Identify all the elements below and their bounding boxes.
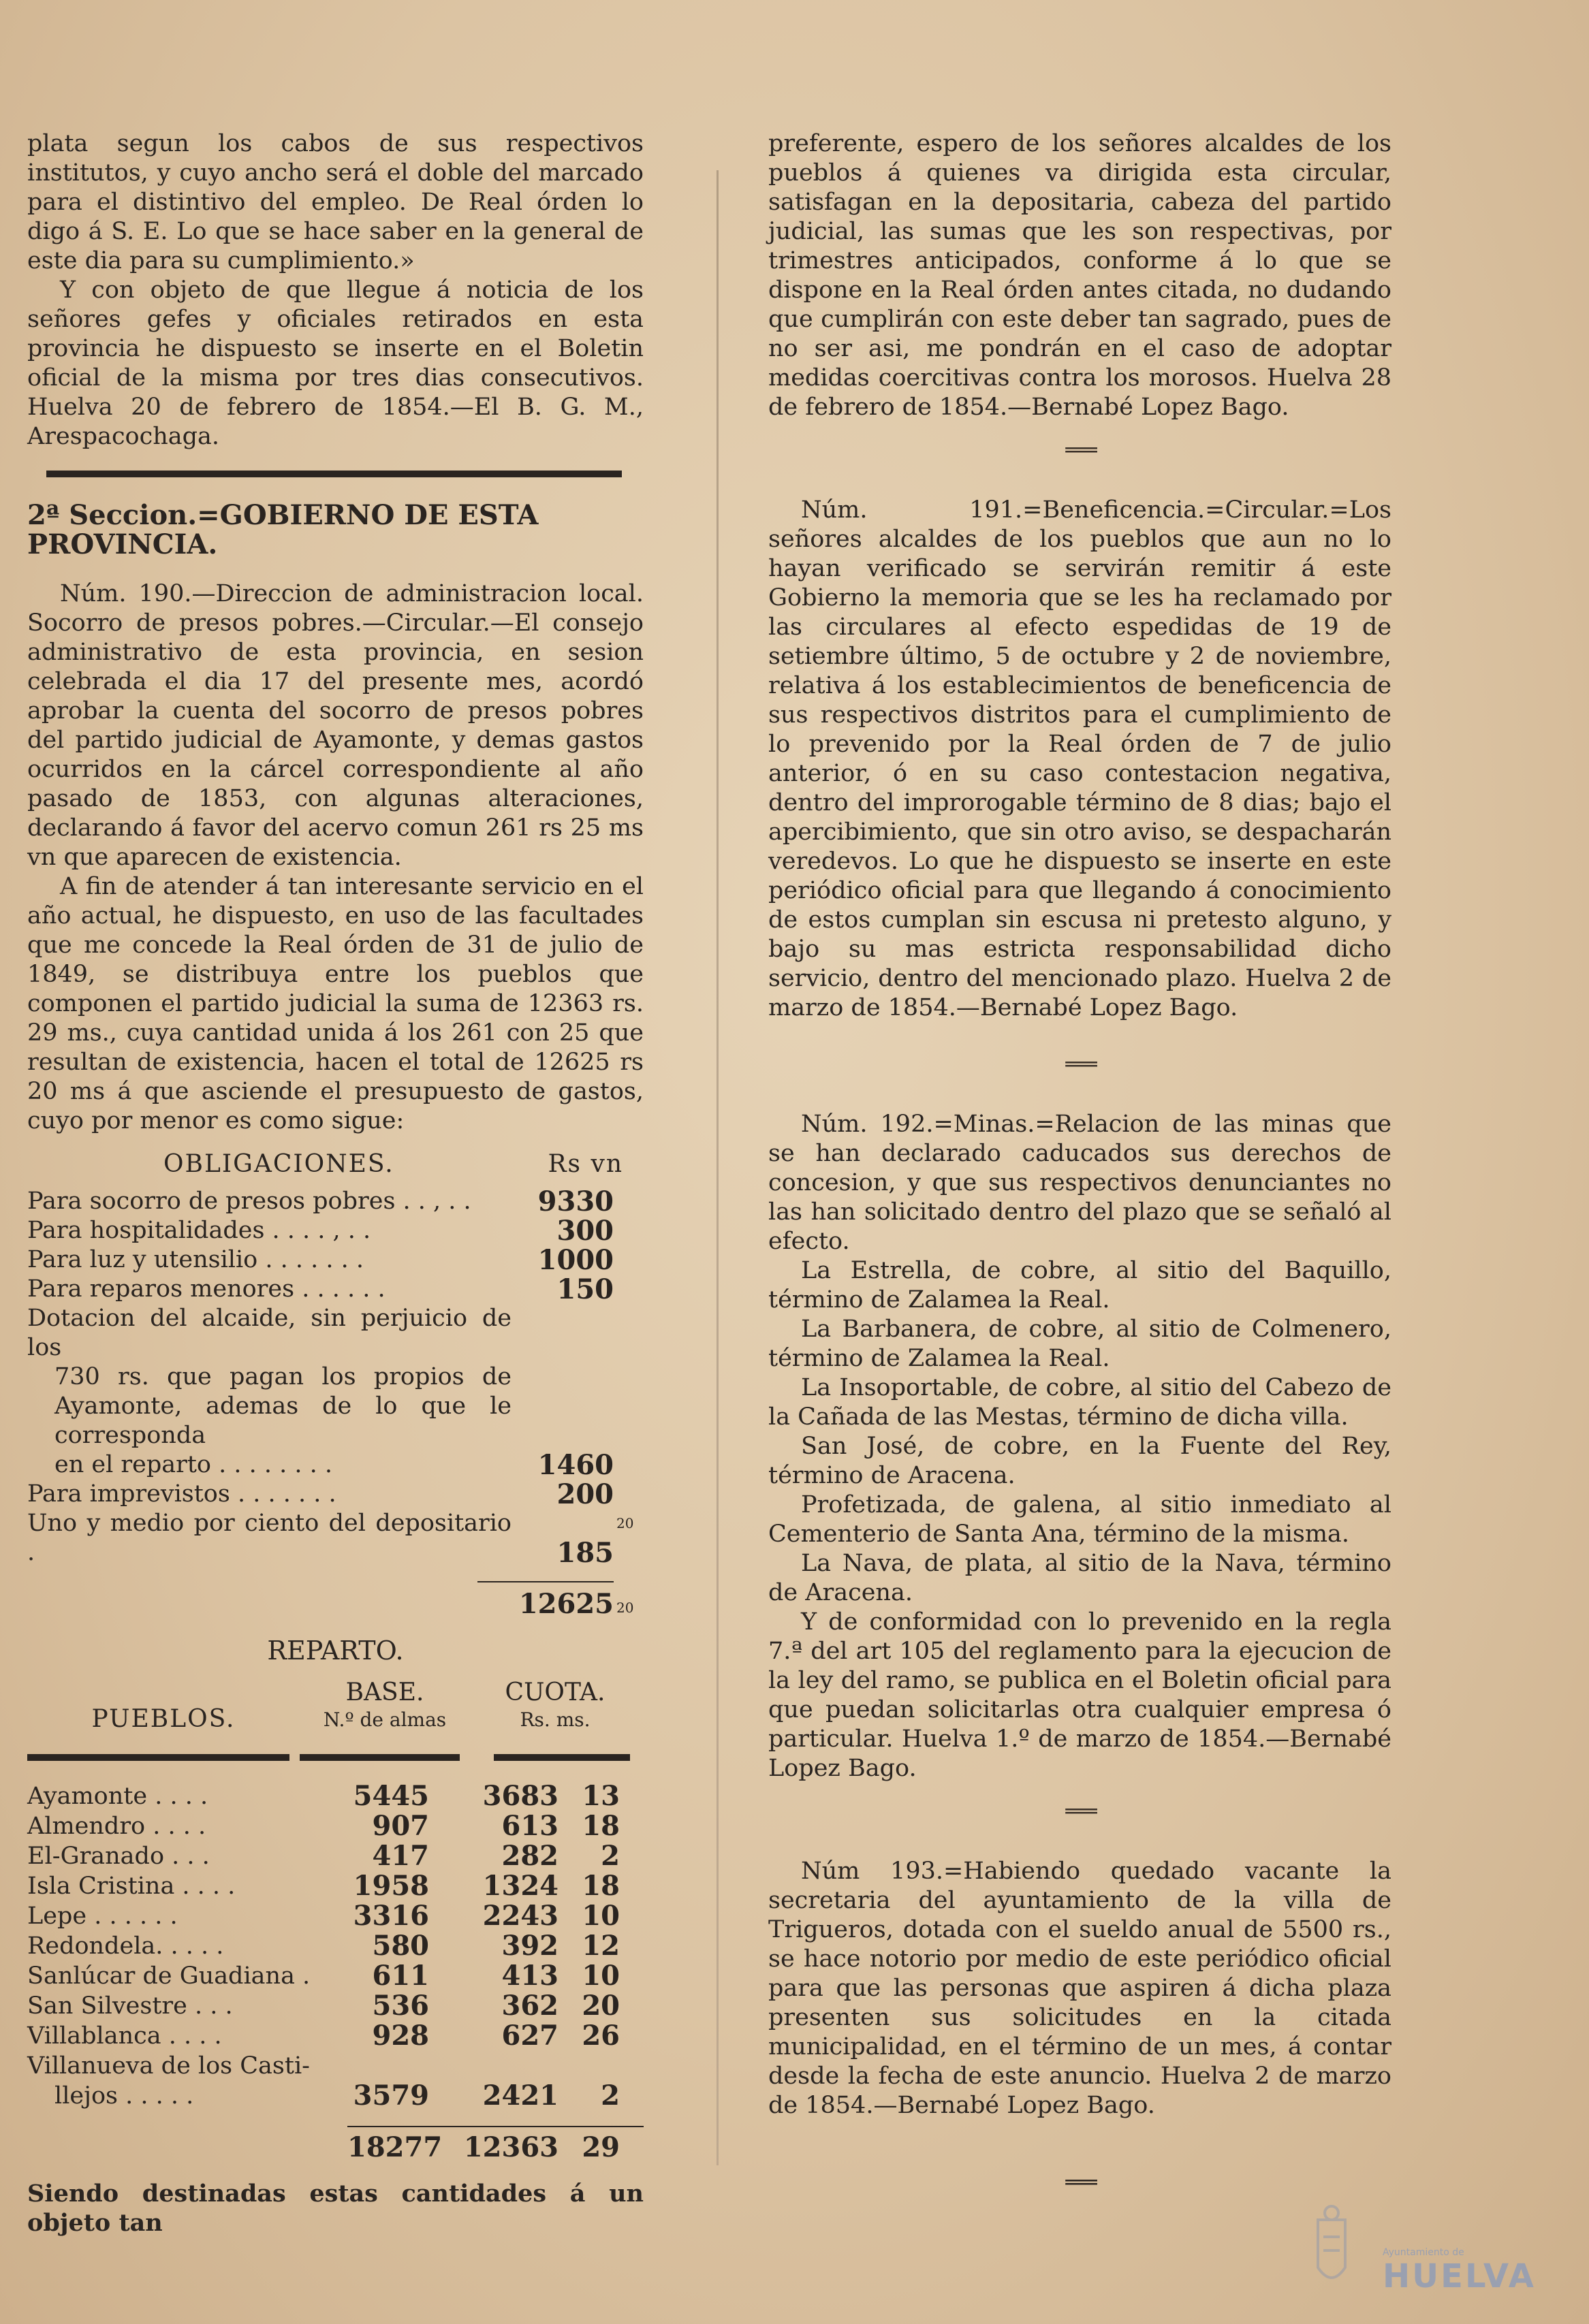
- town-name: Lepe . . . . . .: [27, 1903, 178, 1930]
- ledger-row: [27, 1275, 644, 1304]
- ornament-divider: ═══: [1065, 1053, 1095, 1077]
- town-ms: 10: [582, 1900, 620, 1932]
- town-name: Sanlúcar de Guadiana .: [27, 1962, 311, 1990]
- article-190: Núm. 190.—Direccion de administracion local. Socorro de presos pobres.—Circular.—El consejo administrativo de esta provincia, en sesion celebrada el dia 17 del presente mes, acordó aprobar la cuenta del socorro de presos pobres del partido judicial de Ayamonte, y demas gastos ocurridos en la cárcel correspondiente al año pasado de 1853, con algunas alteraciones, declarando á favor del acervo comun 261 rs 25 ms vn que aparecen de existencia.: [27, 580, 644, 871]
- reparto-rules: [27, 1754, 644, 1761]
- ledger-title: OBLIGACIONES.: [163, 1150, 394, 1178]
- town-name: Redondela. . . . .: [27, 1932, 224, 1960]
- rule-base: [300, 1754, 460, 1761]
- ledger-desc: 730 rs. que pagan los propios de Ayamonte, ademas de lo que le corresponda: [54, 1363, 512, 1449]
- town-base: 928: [372, 2020, 429, 2052]
- mine-entry: San José, de cobre, en la Fuente del Rey, término de Aracena.: [768, 1433, 1391, 1489]
- town-rs: 2421: [482, 2080, 558, 2112]
- town-name: llejos . . . . .: [54, 2082, 194, 2110]
- town-name: Isla Cristina . . . .: [27, 1873, 236, 1900]
- ledger-desc: Para luz y utensilio . . . . . . .: [27, 1246, 364, 1273]
- obligaciones-ledger: [27, 1149, 644, 1623]
- town-name: Almendro . . . .: [27, 1813, 206, 1840]
- town-base: 611: [372, 1960, 429, 1992]
- ledger-amount: 300: [556, 1215, 614, 1247]
- reparto-row: [27, 1781, 644, 1811]
- town-base: 1958: [353, 1870, 429, 1902]
- reparto-row: [27, 2021, 644, 2051]
- article-192-end: Y de conformidad con lo prevenido en la regla 7.ª del art 105 del reglamento para la ejecucion de la ley del ramo, se publica en el Boletin oficial para que puedan solicitarlas otra cualquier empresa ó particular. Huelva 1.º de marzo de 1854.—Bernabé Lopez Bago.: [768, 1608, 1391, 1782]
- town-rs: 282: [501, 1840, 558, 1872]
- reparto-row: [27, 1841, 644, 1871]
- continued-paragraph: preferente, espero de los señores alcaldes de los pueblos á quienes va dirigida esta circular, satisfagan en la depositaria, cabeza del partido judicial, las sumas que les son respectivas, por trimestres anticipados, conforme á lo que se dispone en la Real órden antes citada, no dudando que cumplirán con este deber tan sagrado, pues de no ser asi, me pondrán en el caso de adoptar medidas coercitivas contra los morosos. Huelva 28 de febrero de 1854.—Bernabé Lopez Bago.: [768, 130, 1391, 421]
- ledger-amount: 150: [556, 1273, 614, 1305]
- town-rs: 3683: [482, 1780, 558, 1812]
- ledger-desc: Dotacion del alcaide, sin perjuicio de los: [27, 1305, 512, 1361]
- town-base: 580: [372, 1930, 429, 1962]
- town-name: Ayamonte . . . .: [27, 1783, 208, 1810]
- ledger-row: [27, 1480, 644, 1509]
- town-rs: 392: [501, 1930, 558, 1962]
- town-base: 5445: [353, 1780, 429, 1812]
- town-base: 3316: [353, 1900, 429, 1932]
- mine-entry: La Insoportable, de cobre, al sitio del Cabezo de la Cañada de las Mestas, término de dicha villa.: [768, 1374, 1391, 1431]
- town-ms: 13: [582, 1780, 620, 1812]
- ledger-row: [27, 1187, 644, 1216]
- town-name: San Silvestre . . .: [27, 1992, 233, 2020]
- ledger-desc: Uno y medio por ciento del depositario .: [27, 1510, 512, 1566]
- intro-paragraph: plata segun los cabos de sus respectivos institutos, y cuyo ancho será el doble del marcado para el distintivo del empleo. De Real órden lo digo á S. E. Lo que se hace saber en la general de este dia para su cumplimiento.»: [27, 130, 644, 274]
- ledger-amount: 9330: [537, 1185, 614, 1217]
- article-192: Núm. 192.=Minas.=Relacion de las minas que se han declarado caducados sus derechos de concesion, y que sus respectivos denunciantes no las han solicitado dentro del plazo que se señaló al efecto.: [768, 1111, 1391, 1255]
- left-column: [27, 129, 644, 2238]
- mine-entry: Profetizada, de galena, al sitio inmediato al Cementerio de Santa Ana, término de la misma.: [768, 1491, 1391, 1548]
- reparto-row: [27, 1871, 644, 1901]
- closing-line: Siendo destinadas estas cantidades á un objeto tan: [27, 2180, 644, 2237]
- town-base: 536: [372, 1990, 429, 2022]
- section-divider: [46, 471, 622, 477]
- town-base: 417: [372, 1840, 429, 1872]
- town-rs: 627: [501, 2020, 558, 2052]
- ledger-amount: 200: [556, 1478, 614, 1510]
- town-name: El-Granado . . .: [27, 1843, 210, 1870]
- mines-list: [768, 1256, 1391, 1608]
- town-ms: 12: [582, 1930, 620, 1962]
- col-base: [300, 1679, 470, 1734]
- reparto-title: REPARTO.: [267, 1636, 404, 1666]
- ledger-unit: Rs vn: [548, 1150, 623, 1178]
- col-base-sub: N.º de almas: [323, 1708, 447, 1731]
- reparto-row: [27, 1811, 644, 1841]
- ledger-row: [27, 1363, 644, 1450]
- ledger-amount: 1460: [537, 1449, 614, 1481]
- town-ms: 20: [582, 1990, 620, 2022]
- watermark-title: HUELVA: [1383, 2257, 1536, 2295]
- town-name: Villanueva de los Casti-: [27, 2052, 310, 2080]
- col-cuota-title: CUOTA.: [505, 1678, 605, 1706]
- ledger-desc: Para socorro de presos pobres . . , . .: [27, 1188, 471, 1215]
- town-base: 3579: [353, 2080, 429, 2112]
- mine-entry: La Nava, de plata, al sitio de la Nava, término de Aracena.: [768, 1550, 1391, 1606]
- town-ms: 18: [582, 1810, 620, 1842]
- town-base: 907: [372, 1810, 429, 1842]
- reparto-total: [347, 2126, 644, 2162]
- ledger-desc: Para reparos menores . . . . . .: [27, 1275, 386, 1303]
- reparto-table: [27, 1679, 644, 2162]
- col-pueblos: PUEBLOS.: [91, 1705, 236, 1733]
- col-cuota-sub: Rs. ms.: [520, 1708, 591, 1731]
- town-ms: 2: [601, 1840, 620, 1872]
- reparto-row: [27, 1991, 644, 2021]
- ledger-cents: 20: [616, 1515, 634, 1531]
- town-name: Villablanca . . . .: [27, 2022, 222, 2050]
- ledger-amount: 1000: [537, 1244, 614, 1276]
- ledger-total: [27, 1581, 644, 1623]
- intro-paragraph-2: Y con objeto de que llegue á noticia de los señores gefes y oficiales retirados en esta provincia he dispuesto se inserte en el Boletin oficial de la misma por tres dias consecutivos. Huelva 20 de febrero de 1854.—El B. G. M., Arespacochaga.: [27, 276, 644, 450]
- total-base: 18277: [347, 2131, 443, 2163]
- watermark-caption: Ayuntamiento de: [1383, 2247, 1464, 2258]
- ledger-desc: Para hospitalidades . . . . , . .: [27, 1217, 371, 1244]
- reparto-row: [27, 2081, 644, 2111]
- ledger-row: [27, 1245, 644, 1275]
- town-rs: 413: [501, 1960, 558, 1992]
- ledger-row: [27, 1509, 644, 1567]
- reparto-rows: [27, 1781, 644, 2111]
- rule-pueblos: [27, 1754, 289, 1761]
- total-ms: 29: [582, 2131, 620, 2163]
- col-base-title: BASE.: [345, 1678, 424, 1706]
- article-193: Núm 193.=Habiendo quedado vacante la secretaria del ayuntamiento de la villa de Trigueros, dotada con el sueldo anual de 5500 rs., se hace notorio por medio de este periódico oficial para que las personas que aspiren á dicha plaza presenten sus solicitudes en la citada municipalidad, en el término de un mes, á contar desde la fecha de este anuncio. Huelva 2 de marzo de 1854.—Bernabé Lopez Bago.: [768, 1858, 1391, 2119]
- reparto-row: [27, 2051, 644, 2081]
- ledger-header: [163, 1149, 623, 1179]
- article-190-continued: A fin de atender á tan interesante servicio en el año actual, he dispuesto, en uso de las facultades que me concede la Real órden de 31 de julio de 1849, se distribuya entre los pueblos que componen el partido judicial la suma de 12363 rs. 29 ms., cuya cantidad unida á los 261 con 25 que resultan de existencia, hacen el total de 12625 rs 20 ms á que asciende el presupuesto de gastos, cuyo por menor es como sigue:: [27, 873, 644, 1134]
- section-title: 2ª Seccion.=GOBIERNO DE ESTA PROVINCIA.: [27, 499, 539, 560]
- mine-entry: La Estrella, de cobre, al sitio del Baquillo, término de Zalamea la Real.: [768, 1257, 1391, 1314]
- town-rs: 613: [501, 1810, 558, 1842]
- rule-cuota: [494, 1754, 630, 1761]
- ledger-row: [27, 1450, 644, 1480]
- reparto-row: [27, 1961, 644, 1991]
- mine-entry: La Barbanera, de cobre, al sitio de Colmenero, término de Zalamea la Real.: [768, 1316, 1391, 1372]
- end-ornament: ═══: [1065, 2171, 1095, 2195]
- ledger-desc: en el reparto . . . . . . . .: [54, 1451, 333, 1478]
- ornament-divider: ═══: [1065, 1800, 1095, 1824]
- town-rs: 362: [501, 1990, 558, 2022]
- article-191: Núm. 191.=Beneficencia.=Circular.=Los señores alcaldes de los pueblos que aun no lo hayan verificado se servirán remitir á este Gobierno la memoria que se les ha reclamado por las circulares al efecto espedidas de 19 de setiembre último, 5 de octubre y 2 de noviembre, relativa á los establecimientos de beneficencia de sus respectivos distritos para el cumplimiento de lo prevenido por la Real órden de 7 de julio anterior, ó en su caso contestacion negativa, dentro del improrogable término de 8 dias; bajo el apercibimiento, que sin otro aviso, se despacharán veredevos. Lo que he dispuesto se inserte en este periódico oficial para que llegando á conocimiento de estos cumplan sin escusa ni pretesto alguno, y bajo su mas estricta responsabilidad dicho servicio, dentro del mencionado plazo. Huelva 2 de marzo de 1854.—Bernabé Lopez Bago.: [768, 496, 1391, 1021]
- right-column: [768, 129, 1391, 2197]
- town-rs: 1324: [482, 1870, 558, 1902]
- town-rs: 2243: [482, 1900, 558, 1932]
- ledger-row: [27, 1216, 644, 1245]
- town-ms: 18: [582, 1870, 620, 1902]
- reparto-row: [27, 1931, 644, 1961]
- column-rule: [717, 170, 719, 2165]
- total-rs: 12363: [463, 2131, 558, 2163]
- ornament-divider: ═══: [1065, 439, 1095, 462]
- col-cuota: [470, 1679, 640, 1734]
- ledger-amount: 185: [556, 1537, 614, 1569]
- reparto-row: [27, 1901, 644, 1931]
- ledger-row: [27, 1304, 644, 1363]
- ledger-rows: [27, 1187, 644, 1567]
- ledger-desc: Para imprevistos . . . . . . .: [27, 1480, 336, 1508]
- reparto-header: [27, 1679, 644, 1734]
- town-ms: 2: [601, 2080, 620, 2112]
- town-ms: 26: [582, 2020, 620, 2052]
- town-ms: 10: [582, 1960, 620, 1992]
- ledger-total-amount: 12625: [477, 1581, 614, 1623]
- ledger-total-cents: 20: [616, 1599, 634, 1616]
